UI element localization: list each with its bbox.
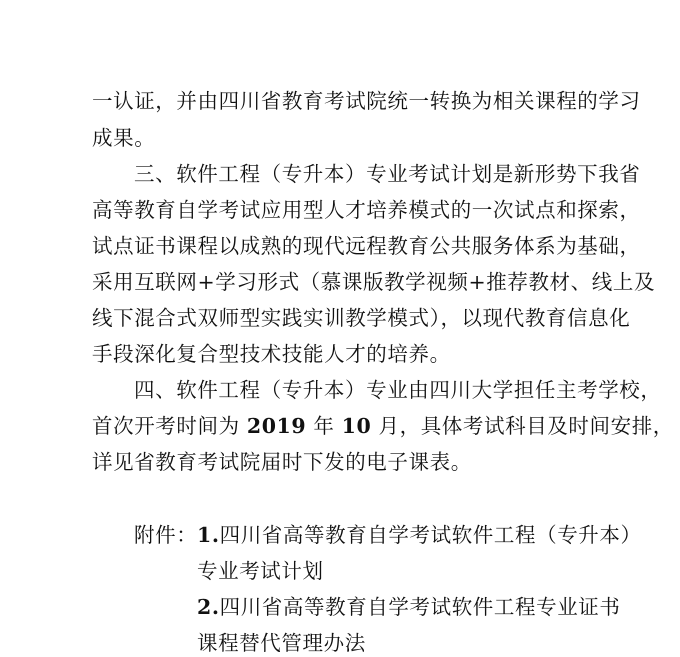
attachment-item-1 bbox=[197, 521, 642, 549]
attachment-title: 四川省高等教育自学考试软件工程（专升本） bbox=[219, 523, 642, 547]
paragraph-line: 手段深化复合型技术技能人才的培养。 bbox=[92, 342, 451, 366]
attachment-number: 1. bbox=[197, 523, 220, 547]
paragraph-line: 成果。 bbox=[92, 126, 156, 150]
paragraph-line: 采用互联网+学习形式（慕课版教学视频+推荐教材、线上及 bbox=[92, 270, 656, 294]
attachment-item-2 bbox=[197, 593, 621, 621]
exam-date-suffix: 月，具体考试科目及时间安排， bbox=[371, 414, 674, 438]
paragraph-line: 一认证，并由四川省教育考试院统一转换为相关课程的学习 bbox=[92, 89, 641, 113]
paragraph-line: 试点证书课程以成熟的现代远程教育公共服务体系为基础， bbox=[92, 234, 641, 258]
exam-date-line bbox=[92, 412, 674, 440]
exam-date-prefix: 首次开考时间为 bbox=[92, 414, 247, 438]
paragraph-line: 高等教育自学考试应用型人才培养模式的一次试点和探索， bbox=[92, 198, 641, 222]
attachment-number: 2. bbox=[197, 595, 220, 619]
attachments-label: 附件： bbox=[134, 523, 198, 547]
paragraph-line: 线下混合式双师型实践实训教学模式），以现代教育信息化 bbox=[92, 306, 631, 330]
exam-month: 10 bbox=[341, 414, 372, 438]
section-three-heading-line: 三、软件工程（专升本）专业考试计划是新形势下我省 bbox=[134, 162, 641, 186]
attachment-title: 四川省高等教育自学考试软件工程专业证书 bbox=[219, 595, 621, 619]
exam-year: 2019 bbox=[246, 414, 307, 438]
attachment-item-2-continued: 课程替代管理办法 bbox=[197, 631, 366, 655]
section-four-heading-line: 四、软件工程（专升本）专业由四川大学担任主考学校， bbox=[134, 378, 662, 402]
exam-date-mid: 年 bbox=[306, 414, 342, 438]
paragraph-line: 详见省教育考试院届时下发的电子课表。 bbox=[92, 450, 472, 474]
attachment-item-1-continued: 专业考试计划 bbox=[197, 559, 324, 583]
